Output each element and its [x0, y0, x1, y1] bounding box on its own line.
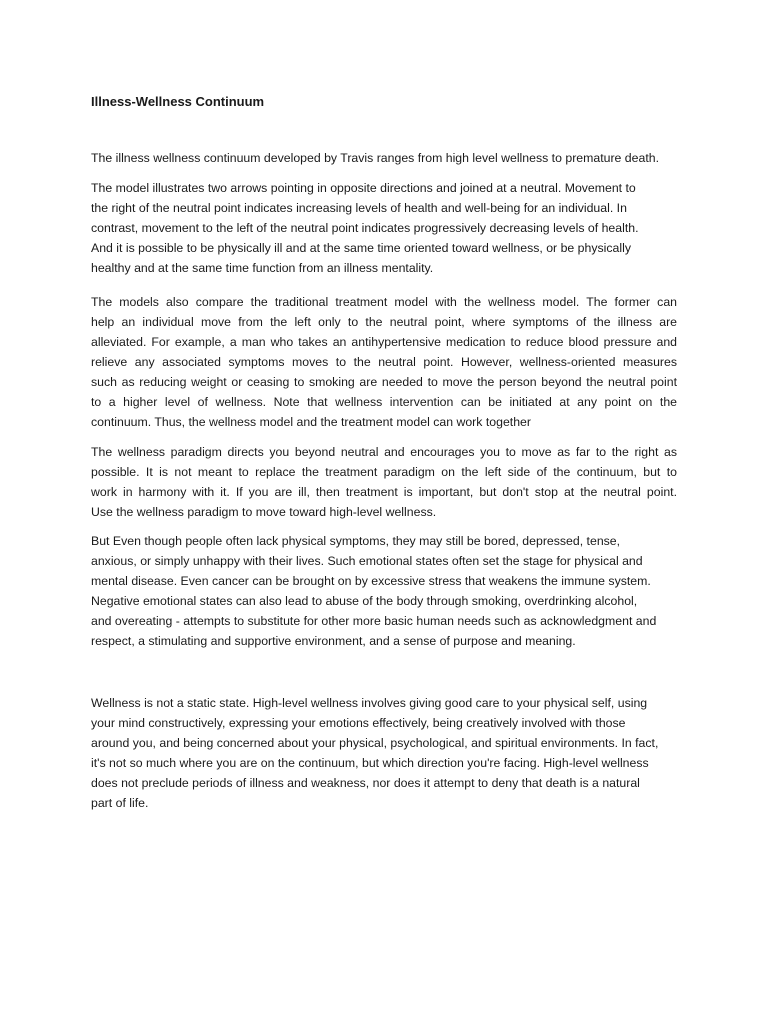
text-line: contrast, movement to the left of the neutral point indicates progressively decreasing levels of health. [91, 221, 639, 235]
document-title: Illness-Wellness Continuum [91, 94, 265, 109]
text-line: to a higher level of wellness. Note that wellness intervention can be initiated at any point on the [91, 395, 677, 409]
text-line: part of life. [91, 796, 149, 810]
text-line: the right of the neutral point indicates increasing levels of health and well-being for an individual. In [91, 201, 627, 215]
text-line: possible. It is not meant to replace the treatment paradigm on the left side of the continuum, but to [91, 465, 677, 479]
text-line: and overeating - attempts to substitute for other more basic human needs such as acknowledgment and [91, 614, 657, 628]
paragraph-2 [91, 178, 677, 278]
text-line: The illness wellness continuum developed by Travis ranges from high level wellness to premature death. [91, 151, 659, 165]
text-line: does not preclude periods of illness and weakness, nor does it attempt to deny that death is a natural [91, 776, 640, 790]
paragraph-4 [91, 442, 677, 522]
text-line: The wellness paradigm directs you beyond neutral and encourages you to move as far to the right as [91, 445, 677, 459]
text-line: Wellness is not a static state. High-level wellness involves giving good care to your physical self, using [91, 696, 648, 710]
text-line: it's not so much where you are on the continuum, but which direction you're facing. High-level wellness [91, 756, 649, 770]
text-line: such as reducing weight or ceasing to smoking are needed to move the person beyond the neutral point [91, 375, 677, 389]
text-line: The models also compare the traditional treatment model with the wellness model. The former can [91, 295, 677, 309]
paragraph-5 [91, 531, 677, 651]
text-line: Use the wellness paradigm to move toward high-level wellness. [91, 505, 437, 519]
text-line: And it is possible to be physically ill and at the same time oriented toward wellness, or be physically [91, 241, 631, 255]
text-line: respect, a stimulating and supportive environment, and a sense of purpose and meaning. [91, 634, 576, 648]
paragraph-6 [91, 693, 677, 813]
text-line: around you, and being concerned about your physical, psychological, and spiritual environments. In fact, [91, 736, 659, 750]
text-line: relieve any associated symptoms moves to the neutral point. However, wellness-oriented measures [91, 355, 677, 369]
text-line: healthy and at the same time function from an illness mentality. [91, 261, 434, 275]
text-line: anxious, or simply unhappy with their lives. Such emotional states often set the stage for physical and [91, 554, 643, 568]
text-line: work in harmony with it. If you are ill, then treatment is important, but don't stop at the neutral point. [91, 485, 677, 499]
text-line: But Even though people often lack physical symptoms, they may still be bored, depressed, tense, [91, 534, 621, 548]
text-line: help an individual move from the left only to the neutral point, where symptoms of the illness are [91, 315, 677, 329]
text-line: alleviated. For example, a man who takes an antihypertensive medication to reduce blood pressure and [91, 335, 677, 349]
paragraph-1 [91, 148, 677, 168]
text-line: continuum. Thus, the wellness model and the treatment model can work together [91, 415, 531, 429]
text-line: Negative emotional states can also lead to abuse of the body through smoking, overdrinking alcohol, [91, 594, 638, 608]
text-line: mental disease. Even cancer can be brought on by excessive stress that weakens the immune system. [91, 574, 651, 588]
paragraph-3 [91, 292, 677, 432]
text-line: your mind constructively, expressing your emotions effectively, being creatively involved with those [91, 716, 626, 730]
text-line: The model illustrates two arrows pointing in opposite directions and joined at a neutral. Movement to [91, 181, 636, 195]
